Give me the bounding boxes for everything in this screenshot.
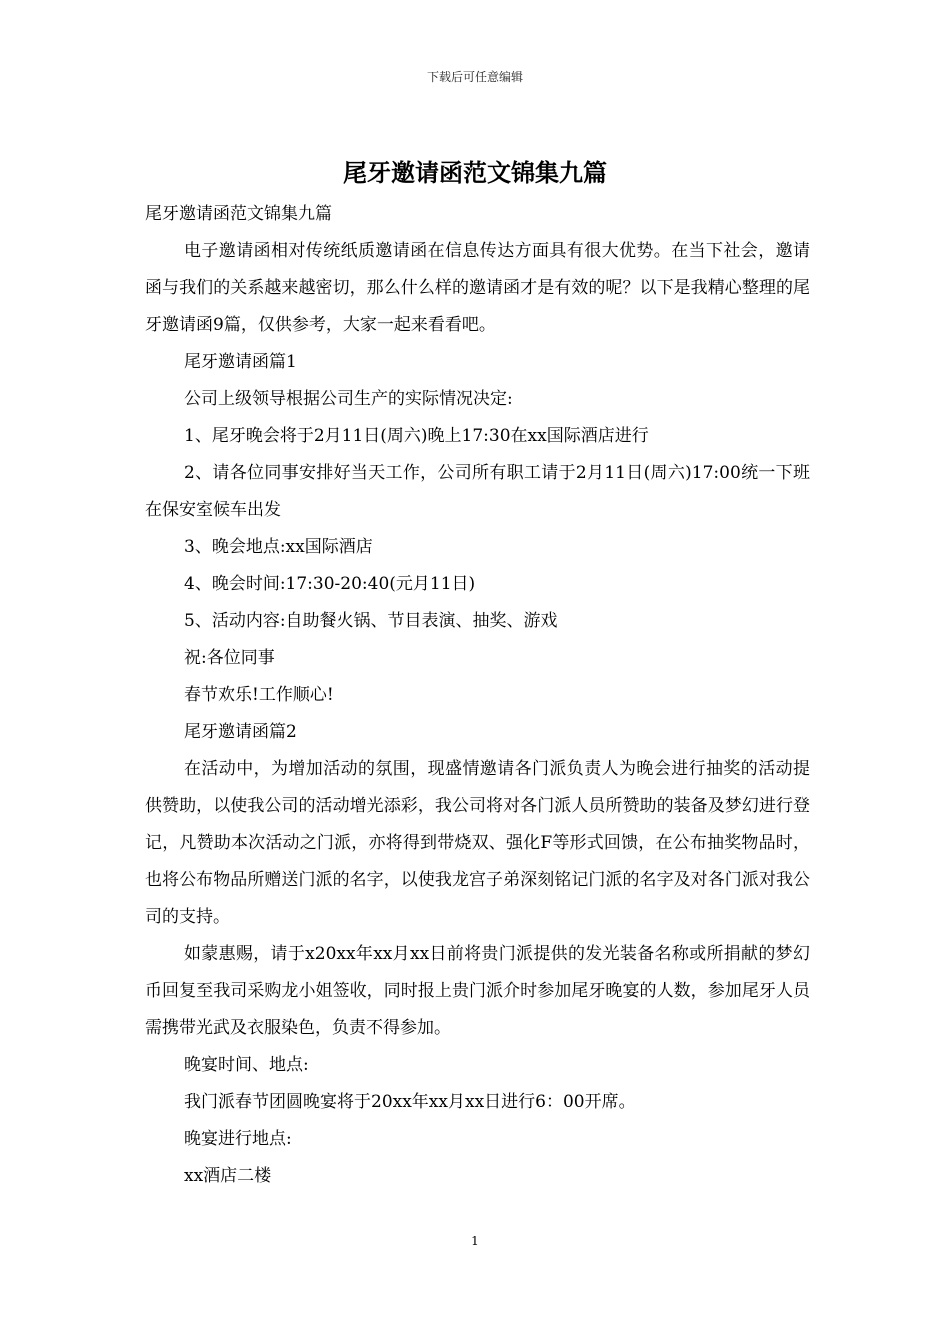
document-body bbox=[145, 196, 810, 1195]
paragraph: 春节欢乐!工作顺心! bbox=[184, 685, 334, 705]
paragraph: 我门派春节团圆晚宴将于20xx年xx月xx日进行6：00开席。 bbox=[184, 1092, 636, 1112]
paragraph: 晚宴时间、地点: bbox=[184, 1055, 309, 1075]
section-heading-1: 尾牙邀请函篇1 bbox=[184, 352, 297, 372]
page-number: 1 bbox=[471, 1234, 479, 1248]
list-item: 5、活动内容:自助餐火锅、节目表演、抽奖、游戏 bbox=[184, 611, 558, 631]
intro-paragraph: 电子邀请函相对传统纸质邀请函在信息传达方面具有很大优势。在当下社会，邀请函与我们的关系越来越密切，那么什么样的邀请函才是有效的呢？以下是我精心整理的尾牙邀请函9篇，仅供参考，大家一起来看看吧。 bbox=[145, 241, 810, 335]
paragraph: 如蒙惠赐，请于x20xx年xx月xx日前将贵门派提供的发光装备名称或所捐献的梦幻币回复至我司采购龙小姐签收，同时报上贵门派介时参加尾牙晚宴的人数，参加尾牙人员需携带光武及衣服染色，负责不得参加。 bbox=[145, 944, 810, 1038]
paragraph: 祝:各位同事 bbox=[184, 648, 275, 668]
list-item: 3、晚会地点:xx国际酒店 bbox=[184, 537, 373, 557]
header-note: 下载后可任意编辑 bbox=[426, 70, 523, 84]
subtitle-paragraph: 尾牙邀请函范文锦集九篇 bbox=[145, 204, 332, 224]
list-item: 4、晚会时间:17:30-20:40(元月11日) bbox=[184, 574, 476, 594]
document-title: 尾牙邀请函范文锦集九篇 bbox=[343, 158, 607, 187]
paragraph: 在活动中，为增加活动的氛围，现盛情邀请各门派负责人为晚会进行抽奖的活动提供赞助，以使我公司的活动增光添彩，我公司将对各门派人员所赞助的装备及梦幻进行登记，凡赞助本次活动之门派，亦将得到带烧双、强化F等形式回馈，在公布抽奖物品时，也将公布物品所赠送门派的名字，以使我龙宫子弟深刻铭记门派的名字及对各门派对我公司的支持。 bbox=[145, 759, 810, 927]
paragraph: xx酒店二楼 bbox=[184, 1166, 272, 1186]
paragraph: 公司上级领导根据公司生产的实际情况决定: bbox=[184, 389, 513, 409]
paragraph: 晚宴进行地点: bbox=[184, 1129, 292, 1149]
list-item: 1、尾牙晚会将于2月11日(周六)晚上17:30在xx国际酒店进行 bbox=[184, 426, 649, 446]
list-item: 2、请各位同事安排好当天工作，公司所有职工请于2月11日(周六)17:00统一下班在保安室候车出发 bbox=[145, 463, 810, 520]
section-heading-2: 尾牙邀请函篇2 bbox=[184, 722, 297, 742]
